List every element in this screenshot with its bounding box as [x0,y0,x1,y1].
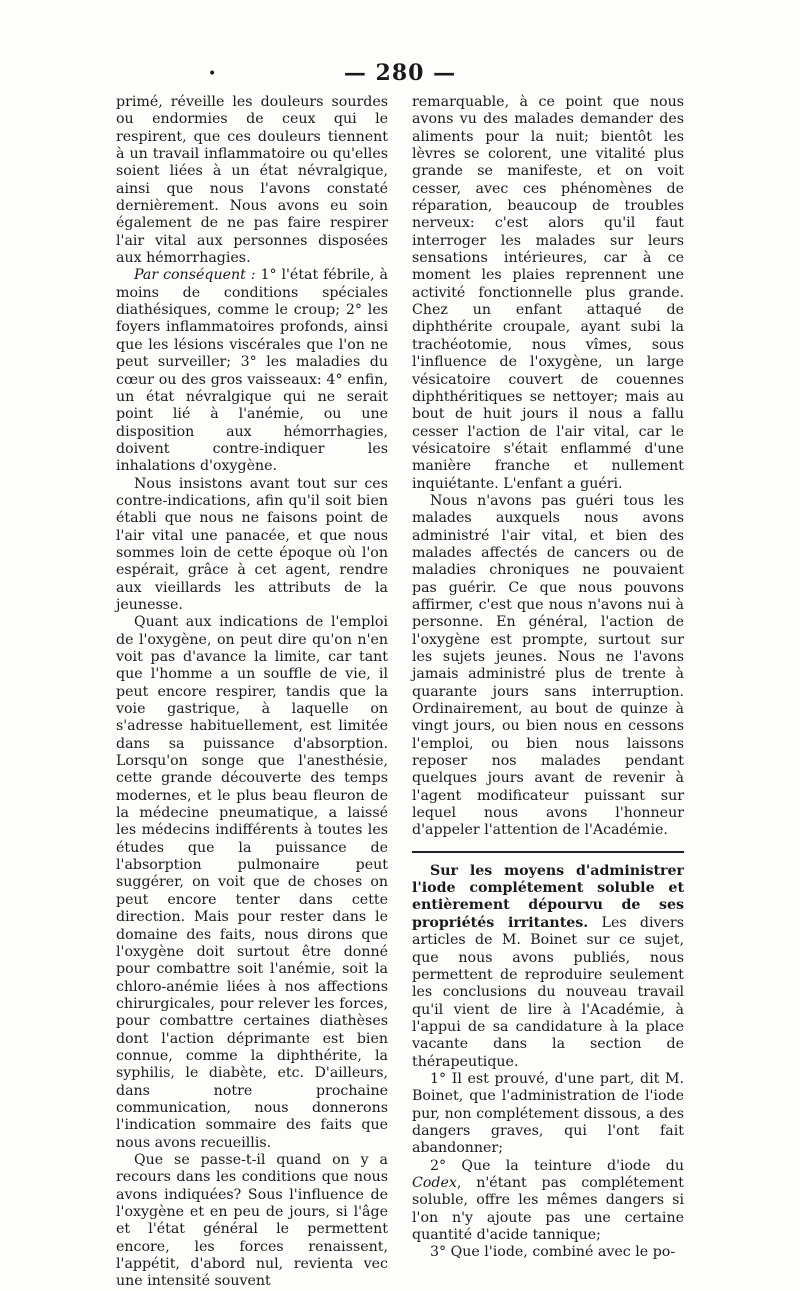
paragraph-text: 2° Que la teinture d'iode du [430,1157,684,1174]
italic-lead: Par conséquent : [134,267,256,284]
paragraph: Nous insistons avant tout sur ces contre-indications, afin qu'il soit bien établi que nous ne faisons point de l'air vital une panacée, et que nous sommes loin de cette époque où l'on espérait, grâce à cet agent, rendre aux vieillards les attributs de la jeunesse. [116,475,388,613]
paragraph [116,267,388,475]
right-column [412,94,684,1262]
stray-dot: • [208,66,217,82]
paragraph [412,863,684,1071]
paragraph: 1° Il est prouvé, d'une part, dit M. Boinet, que l'administration de l'iode pur, non complétement dissous, a des dangers graves, qui l'ont fait abandonner; [412,1070,684,1157]
paragraph: primé, réveille les douleurs sourdes ou endormies de ceux qui le respirent, que ces douleurs tiennent à un travail inflammatoire ou qu'elles soient liées à un état névralgique, ainsi que nous l'avons constaté dernièrement. Nous avons eu soin également de ne pas faire respirer l'air vital aux personnes disposées aux hémorrhagies. [116,94,388,267]
paragraph-text: Les divers articles de M. Boinet sur ce sujet, que nous avons publiés, nous permettent de reproduire seulement les conclusions du nouveau travail qu'il vient de lire à l'Académie, à l'appui de sa candidature à la place vacante dans la section de thérapeutique. [412,914,684,1070]
paragraph-text: 1° l'état fébrile, à moins de conditions spéciales diathésiques, comme le croup; 2° les foyers inflammatoires profonds, ainsi que les lésions viscérales que l'on ne peut surveiller; 3° les maladies du cœur ou des gros vaisseaux: 4° enfin, un état névralgique qui ne serait point lié à l'anémie, ou une disposition aux hémorrhagies, doivent contre-indiquer les inhalations d'oxygène. [116,267,388,475]
paragraph: Que se passe-t-il quand on y a recours dans les conditions que nous avons indiquées? Sous l'influence de l'oxygène et en peu de jours, si l'âge et l'état général le permettent encore, les forces renaissent, l'appétit, d'abord nul, revienta vec une intensité souvent [116,1151,388,1290]
section-heading: Sur les moyens d'administrer l'iode complétement soluble et entièrement dépourvu de ses propriétés irritantes. [412,862,684,931]
paragraph: 3° Que l'iode, combiné avec le po- [430,1244,676,1261]
page-number: — 280 — [343,60,457,86]
paragraph-text: , n'étant pas complétement soluble, offre les mêmes dangers si l'on n'y ajoute pas une certaine quantité d'acide tannique; [412,1174,684,1243]
section-divider [412,851,684,853]
paragraph: Quant aux indications de l'emploi de l'oxygène, on peut dire qu'on n'en voit pas d'avance la limite, car tant que l'homme a un souffle de vie, il peut encore respirer, tandis que la voie gastrique, à laquelle on s'adresse habituellement, est limitée dans sa puissance d'absorption. Lorsqu'on songe que l'anesthésie, cette grande découverte des temps modernes, et le plus beau fleuron de la médecine pneumatique, a laissé les médecins indifférents à toutes les études que la puissance de l'absorption pulmonaire peut suggérer, on voit que de choses on peut encore tenter dans cette direction. Mais pour rester dans le domaine des faits, nous dirons que l'oxygène doit surtout être donné pour combattre soit l'anémie, soit la chloro-anémie liées à nos affections chirurgicales, pour relever les forces, pour combattre certaines diathèses dont l'action déprimante est bien connue, comme la diphthérite, la syphilis, le diabète, etc. D'ailleurs, dans notre prochaine communication, nous donnerons l'indication sommaire des faits que nous avons recueillis. [116,614,388,1151]
italic-term: Codex [412,1174,457,1191]
paragraph [412,1158,684,1245]
paragraph: Nous n'avons pas guéri tous les malades auxquels nous avons administré l'air vital, et bien des malades affectés de cancers ou de maladies chroniques ne pouvaient pas guérir. Ce que nous pouvons affirmer, c'est que nous n'avons nui à personne. En général, l'action de l'oxygène est prompte, surtout sur les sujets jeunes. Nous ne l'avons jamais administré plus de trente à quarante jours sans interruption. Ordinairement, au bout de quinze à vingt jours, ou bien nous en cessons l'emploi, ou bien nous laissons reposer nos malades pendant quelques jours avant de revenir à l'agent modificateur puissant sur lequel nous avons l'honneur d'appeler l'attention de l'Académie. [412,492,684,839]
paragraph: remarquable, à ce point que nous avons vu des malades demander des aliments pour la nuit; bientôt les lèvres se colorent, une vitalité plus grande se manifeste, et on voit cesser, avec ces phénomènes de réparation, beaucoup de troubles nerveux: c'est alors qu'il faut interroger les malades sur leurs sensations intérieures, car à ce moment les plaies reprennent une activité fonctionnelle plus grande. Chez un enfant attaqué de diphthérite croupale, ayant subi la trachéotomie, nous vîmes, sous l'influence de l'oxygène, un large vésicatoire couvert de couennes diphthéritiques se nettoyer; mais au bout de huit jours il nous a fallu cesser l'action de l'air vital, car le vésicatoire s'était enflammé d'une manière franche et nullement inquiétante. L'enfant a guéri. [412,94,684,492]
left-column [116,94,388,1291]
